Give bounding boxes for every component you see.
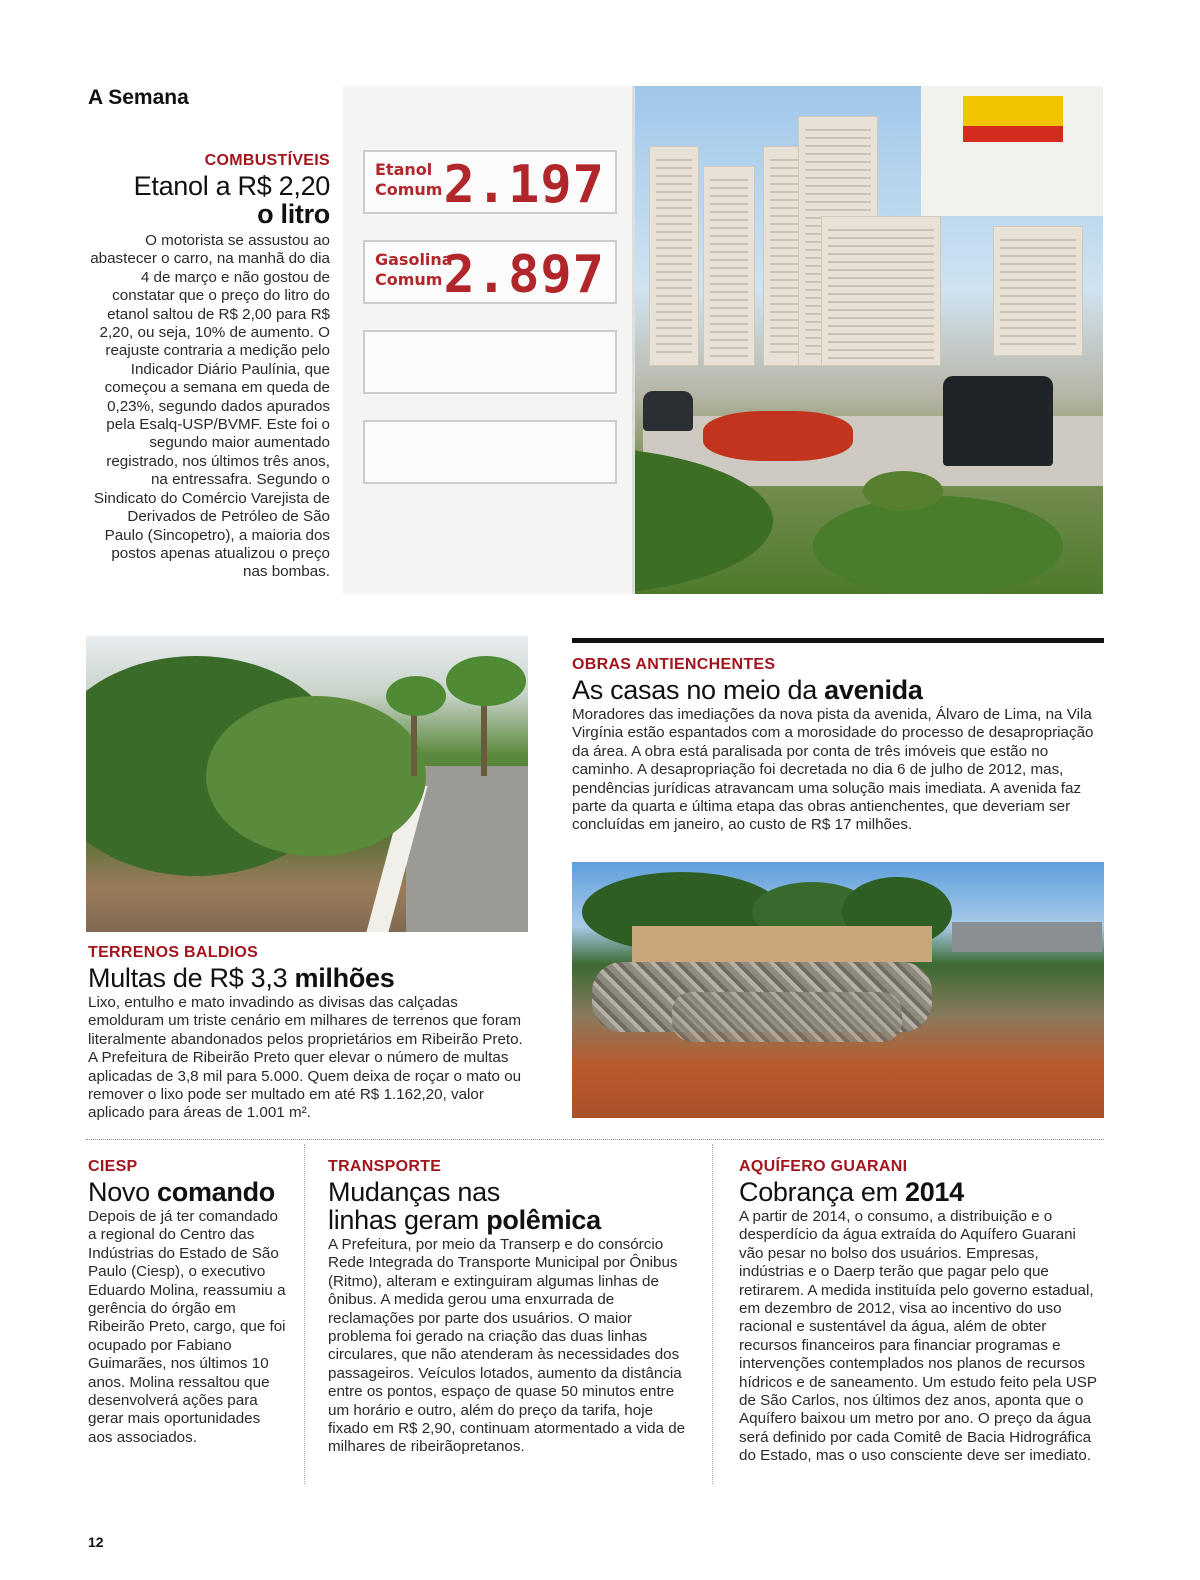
headline-bold: milhões	[294, 963, 395, 993]
fuel-name: Gasolina	[375, 250, 453, 269]
headline-line: Mudanças nas	[328, 1177, 501, 1207]
article-body: Moradores das imediações da nova pista da avenida, Álvaro de Lima, na Vila Virgínia estão espantados com a morosidade do processo de desapropriação da área. A obra está paralisada por conta de três imóveis que estão no caminho. A desapropriação foi decretada no dia 6 de julho de 2012, mas, pendências jurídicas atravancam uma solução mais imediata. A avenida faz parte da quarta e última etapa das obras antienchentes, que deveriam ser concluídas em janeiro, ao custo de R$ 17 milhões.	[572, 706, 1094, 834]
article-headline	[328, 1178, 688, 1234]
article-kicker: OBRAS ANTIENCHENTES	[572, 656, 776, 673]
article-kicker: TERRENOS BALDIOS	[88, 944, 259, 961]
fuel-grade: Comum	[375, 270, 443, 289]
price-panel-empty	[363, 330, 617, 394]
article-headline	[86, 172, 330, 228]
page-number: 12	[88, 1534, 104, 1550]
article-headline	[739, 1178, 1104, 1206]
headline-bold: polêmica	[486, 1205, 601, 1235]
article-headline	[88, 1178, 288, 1206]
price-panel-gasolina	[363, 240, 617, 304]
article-body: A Prefeitura, por meio da Transerp e do consórcio Rede Integrada do Transporte Municipal por Ônibus (Ritmo), alteram e extinguiram algumas linhas de ônibus. A medida gerou uma enxurrada de reclamações por parte dos usuários. O maior problema foi gerado na criação das duas linhas circulares, que não atenderam às necessidades dos passageiros. Veículos lotados, aumento da distância entre os pontos, espaço de quase 50 minutos entre um horário e outro, além do preço da tarifa, hoje fixado em R$ 2,90, continuam atormentado a vida de milhares de ribeirãopretanos.	[328, 1236, 686, 1456]
article-headline	[572, 676, 1104, 704]
column-divider	[712, 1144, 713, 1484]
headline-bold: comando	[157, 1177, 275, 1207]
fuel-name: Etanol	[375, 160, 433, 179]
article-kicker: CIESP	[88, 1158, 138, 1175]
headline-bold: o litro	[257, 199, 330, 229]
headline-bold: 2014	[904, 1177, 964, 1207]
fuel-grade: Comum	[375, 180, 443, 199]
article-body: O motorista se assustou ao abastecer o carro, na manhã do dia 4 de março e não gostou de constatar que o preço do litro do etanol saltou de R$ 2,00 para R$ 2,20, ou seja, 10% de aumento. O reajuste contraria a medição pelo Indicador Diário Paulínia, que começou a semana em queda de 0,23%, segundo dados apurados pela Esalq-USP/BVMF. Este foi o segundo maior aumentado registrado, nos últimos três anos, na entressafra. Segundo o Sindicato do Comércio Varejista de Derivados de Petróleo de São Paulo (Sincopetro), a maioria dos postos apenas atualizou o preço nas bombas.	[90, 232, 330, 581]
article-aquifero	[739, 1158, 1104, 1466]
price-panel-empty	[363, 420, 617, 484]
article-headline	[88, 964, 530, 992]
article-kicker: AQUÍFERO GUARANI	[739, 1158, 908, 1175]
headline-line: Etanol a R$ 2,20	[133, 171, 330, 201]
section-divider	[572, 638, 1104, 643]
construction-site-photo	[572, 862, 1104, 1118]
article-terrenos	[88, 944, 530, 1123]
article-body: Depois de já ter comandado a regional do Centro das Indústrias do Estado de São Paulo (Ciesp), o executivo Eduardo Molina, reassumiu a gerência do órgão em Ribeirão Preto, cargo, que foi ocupado por Fabiano Guimarães, nos últimos 10 anos. Molina ressaltou que desenvolverá ações para gerar mais oportunidades aos associados.	[88, 1208, 286, 1446]
fuel-price: 2.197	[443, 155, 605, 215]
article-obras	[572, 656, 1104, 835]
article-body: Lixo, entulho e mato invadindo as divisas das calçadas emolduram um triste cenário em milhares de terrenos que foram literalmente abandonados pelos proprietários em Ribeirão Preto. A Prefeitura de Ribeirão Preto quer elevar o número de multas aplicadas de 3,8 mil para 5.000. Quem deixa de roçar o mato ou remover o lixo pode ser multado em até R$ 1.162,20, valor aplicado para áreas de 1.001 m².	[88, 994, 523, 1122]
headline-plain: Cobrança em	[739, 1177, 905, 1207]
headline-plain: Multas de R$ 3,3	[88, 963, 295, 993]
price-panel-etanol	[363, 150, 617, 214]
fuel-price: 2.897	[443, 245, 605, 305]
article-body: A partir de 2014, o consumo, a distribuição e o desperdício da água extraída do Aquífero Guarani vão pesar no bolso dos usuários. Empresas, indústrias e o Daerp terão que pagar pelo que retirarem. A medida instituída pelo governo estadual, em dezembro de 2012, visa ao incentivo do uso racional e sustentável da água, além de obter recursos financeiros para financiar programas e intervenções contemplados nos planos de recursos hídricos e de saneamento. Um estudo feito pela USP de São Carlos, nos últimos dez anos, aponta que o Aquífero baixou um metro por ano. O preço da água será definido por cada Comitê de Bacia Hidrográfica do Estado, mas o uso consciente deve ser imediato.	[739, 1208, 1097, 1465]
dotted-divider	[86, 1139, 1104, 1140]
section-title: A Semana	[88, 86, 189, 109]
headline-plain: linhas geram	[328, 1205, 487, 1235]
headline-plain: Novo	[88, 1177, 158, 1207]
vacant-lot-photo	[86, 636, 528, 932]
article-kicker: TRANSPORTE	[328, 1158, 442, 1175]
article-transporte	[328, 1158, 688, 1457]
article-kicker: COMBUSTÍVEIS	[204, 152, 330, 169]
fuel-price-sign	[343, 86, 635, 594]
article-ciesp	[88, 1158, 288, 1447]
fuel-station-photo	[343, 86, 1103, 594]
headline-plain: As casas no meio da	[572, 675, 825, 705]
article-combustiveis	[86, 152, 330, 582]
headline-bold: avenida	[824, 675, 923, 705]
column-divider	[304, 1144, 305, 1484]
